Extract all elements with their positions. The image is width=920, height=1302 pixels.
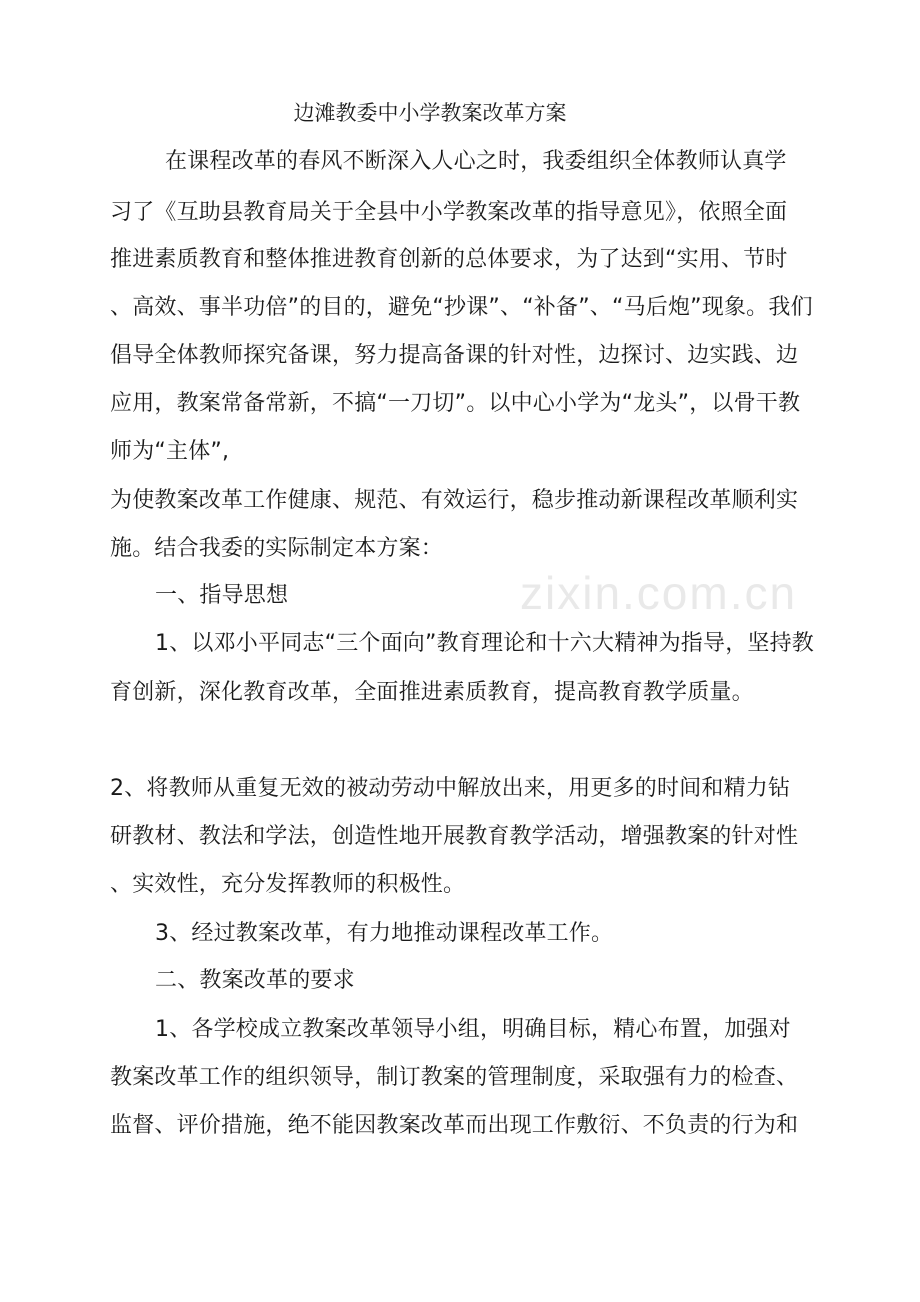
paragraph-line: 3、经过教案改革，有力地推动课程改革工作。 [155, 921, 614, 946]
paragraph-line: 2、将教师从重复无效的被动劳动中解放出来，用更多的时间和精力钻 [110, 776, 791, 801]
paragraph-line: 研教材、教法和学法，创造性地开展教育教学活动，增强教案的针对性 [110, 824, 799, 849]
paragraph-line: 、实效性，充分发挥教师的积极性。 [110, 872, 466, 897]
paragraph-line: 为使教案改革工作健康、规范、有效运行，稳步推动新课程改革顺利实 [110, 488, 799, 513]
paragraph-line: 习了《互助县教育局关于全县中小学教案改革的指导意见》，依照全面 [110, 200, 788, 225]
paragraph-line: 1、以邓小平同志“三个面向”教育理论和十六大精神为指导，坚持教 [155, 631, 814, 656]
paragraph-line: 1、各学校成立教案改革领导小组，明确目标，精心布置，加强对 [155, 1017, 791, 1042]
paragraph-line: 、高效、事半功倍”的目的，避免“抄课”、“补备”、“马后炮”现象。我们 [110, 295, 813, 320]
paragraph-line: 倡导全体教师探究备课，努力提高备课的针对性，边探讨、边实践、边 [110, 343, 799, 368]
paragraph-line: 施。结合我委的实际制定本方案： [110, 536, 444, 561]
paragraph-line: 监督、评价措施，绝不能因教案改革而出现工作敷衍、不负责的行为和 [110, 1113, 799, 1138]
paragraph-line: 教案改革工作的组织领导，制订教案的管理制度，采取强有力的检查、 [110, 1065, 799, 1090]
section-heading: 二、教案改革的要求 [155, 968, 355, 993]
paragraph-line: 在课程改革的春风不断深入人心之时，我委组织全体教师认真学 [165, 149, 787, 174]
paragraph-line: 师为“主体”, [110, 439, 230, 464]
paragraph-line: 应用，教案常备常新，不搞“一刀切”。以中心小学为“龙头”，以骨干教 [110, 391, 801, 416]
watermark: zixin.com.cn [520, 567, 798, 619]
paragraph-line: 推进素质教育和整体推进教育创新的总体要求，为了达到“实用、节时 [110, 247, 788, 272]
section-heading: 一、指导思想 [155, 583, 289, 608]
document-title: 边滩教委中小学教案改革方案 [293, 101, 567, 125]
paragraph-line: 育创新，深化教育改革，全面推进素质教育，提高教育教学质量。 [110, 680, 754, 705]
